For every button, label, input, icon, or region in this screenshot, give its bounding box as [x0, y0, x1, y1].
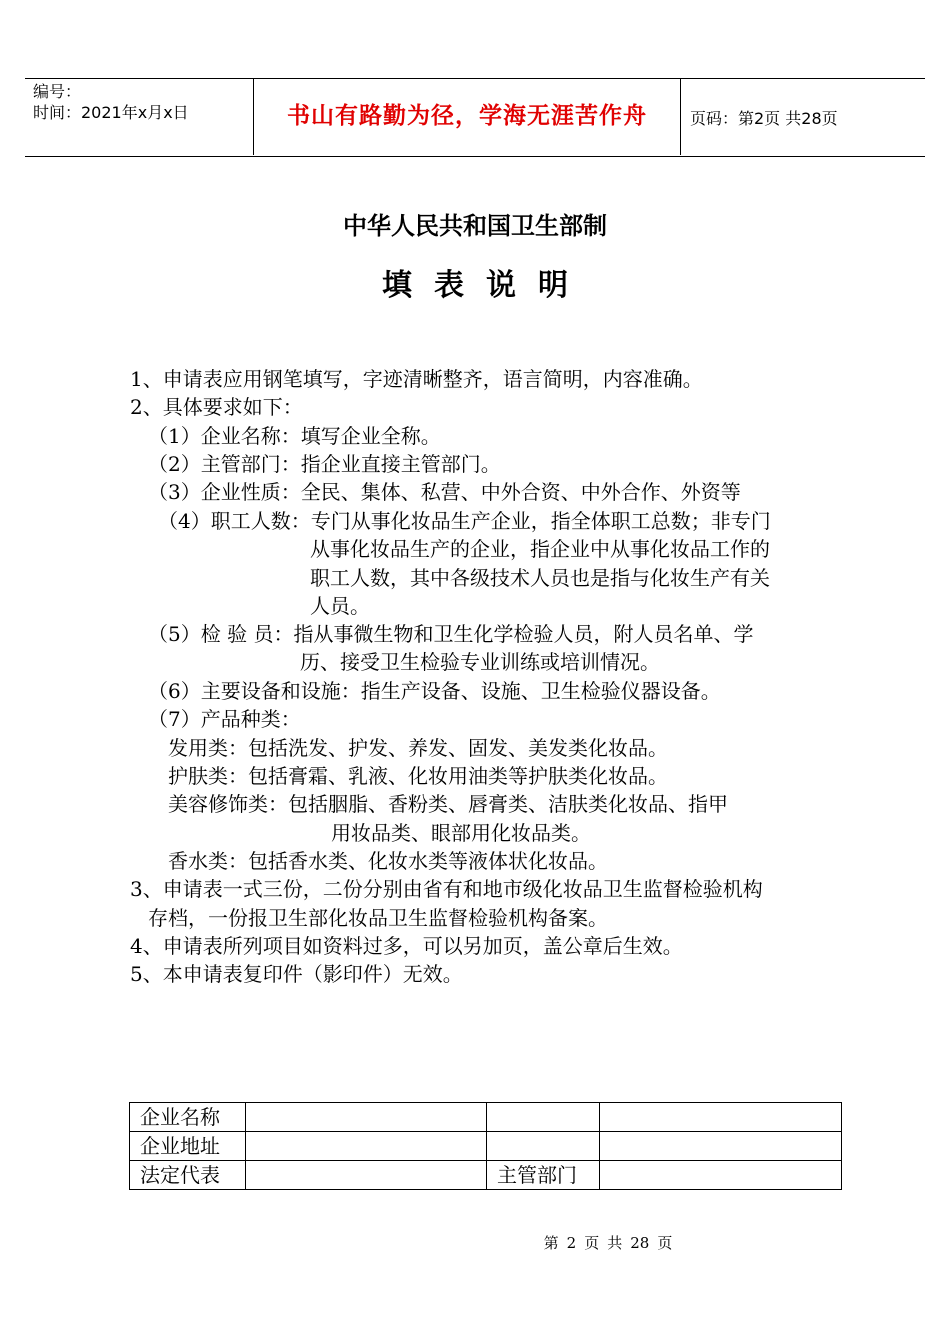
instruction-line: （3）企业性质：全民、集体、私营、中外合资、中外合作、外资等: [148, 480, 741, 504]
enterprise-address-value[interactable]: [246, 1132, 487, 1161]
table-row: [130, 1103, 842, 1132]
footer-total-pages: 28: [630, 1234, 650, 1252]
footer-page-number: 2: [566, 1234, 577, 1252]
instruction-line: 5、本申请表复印件（影印件）无效。: [130, 962, 463, 986]
page-footer: [0, 1232, 950, 1253]
footer-ye: 页: [584, 1234, 600, 1252]
legal-representative-value[interactable]: [246, 1161, 487, 1190]
header-left: [33, 81, 258, 123]
footer-gong: 共: [607, 1234, 623, 1252]
footer-ye: 页: [657, 1234, 673, 1252]
instruction-line: （5）检 验 员：指从事微生物和卫生化学检验人员，附人员名单、学: [148, 622, 754, 646]
table-row: [130, 1161, 842, 1190]
instruction-line: 发用类：包括洗发、护发、养发、固发、美发类化妆品。: [168, 736, 668, 760]
form-cell[interactable]: [600, 1103, 842, 1132]
form-cell[interactable]: [487, 1103, 600, 1132]
instruction-line: 存档，一份报卫生部化妆品卫生监督检验机构备案。: [148, 906, 608, 930]
instruction-line: 2、具体要求如下：: [130, 395, 303, 419]
instruction-line: 历、接受卫生检验专业训练或培训情况。: [300, 650, 660, 674]
header-motto: 书山有路勤为径，学海无涯苦作舟: [253, 78, 681, 155]
table-row: [130, 1132, 842, 1161]
instruction-line: （1）企业名称：填写企业全称。: [148, 424, 441, 448]
footer-di: 第: [543, 1234, 559, 1252]
enterprise-name-label: 企业名称: [130, 1103, 246, 1132]
document-number-label: 编号：: [33, 82, 82, 101]
document-title: 填表说明: [382, 268, 590, 303]
instruction-line: 护肤类：包括膏霜、乳液、化妆用油类等护肤类化妆品。: [168, 764, 668, 788]
instruction-line: （7）产品种类：: [148, 707, 301, 731]
instruction-line: （6）主要设备和设施：指生产设备、设施、卫生检验仪器设备。: [148, 679, 721, 703]
enterprise-name-value[interactable]: [246, 1103, 487, 1132]
instruction-line: 4、申请表所列项目如资料过多，可以另加页，盖公章后生效。: [130, 934, 683, 958]
enterprise-address-label: 企业地址: [130, 1132, 246, 1161]
instruction-line: （2）主管部门：指企业直接主管部门。: [148, 452, 501, 476]
issuer-title: 中华人民共和国卫生部制: [343, 212, 607, 240]
instruction-line: 美容修饰类：包括胭脂、香粉类、唇膏类、洁肤类化妆品、指甲: [168, 792, 728, 816]
form-cell[interactable]: [487, 1132, 600, 1161]
instruction-line: 用妆品类、眼部用化妆品类。: [331, 821, 591, 845]
document-time-label: 时间：2021年x月x日: [33, 103, 189, 122]
instruction-line: 香水类：包括香水类、化妆水类等液体状化妆品。: [168, 849, 608, 873]
legal-representative-label: 法定代表: [130, 1161, 246, 1190]
enterprise-form-table: [129, 1102, 842, 1190]
supervising-department-value[interactable]: [600, 1161, 842, 1190]
instruction-line: （4）职工人数：专门从事化妆品生产企业，指全体职工总数；非专门: [158, 509, 771, 533]
page-header: [25, 78, 925, 157]
instruction-line: 3、申请表一式三份，二份分别由省有和地市级化妆品卫生监督检验机构: [130, 877, 763, 901]
instruction-line: 职工人数，其中各级技术人员也是指与化妆生产有关: [310, 566, 770, 590]
instruction-line: 1、申请表应用钢笔填写，字迹清晰整齐，语言简明，内容准确。: [130, 367, 703, 391]
supervising-department-label: 主管部门: [487, 1161, 600, 1190]
instruction-line: 人员。: [310, 594, 370, 618]
form-cell[interactable]: [600, 1132, 842, 1161]
header-page-info: 页码：第2页 共28页: [690, 109, 838, 128]
instruction-line: 从事化妆品生产的企业，指企业中从事化妆品工作的: [310, 537, 770, 561]
